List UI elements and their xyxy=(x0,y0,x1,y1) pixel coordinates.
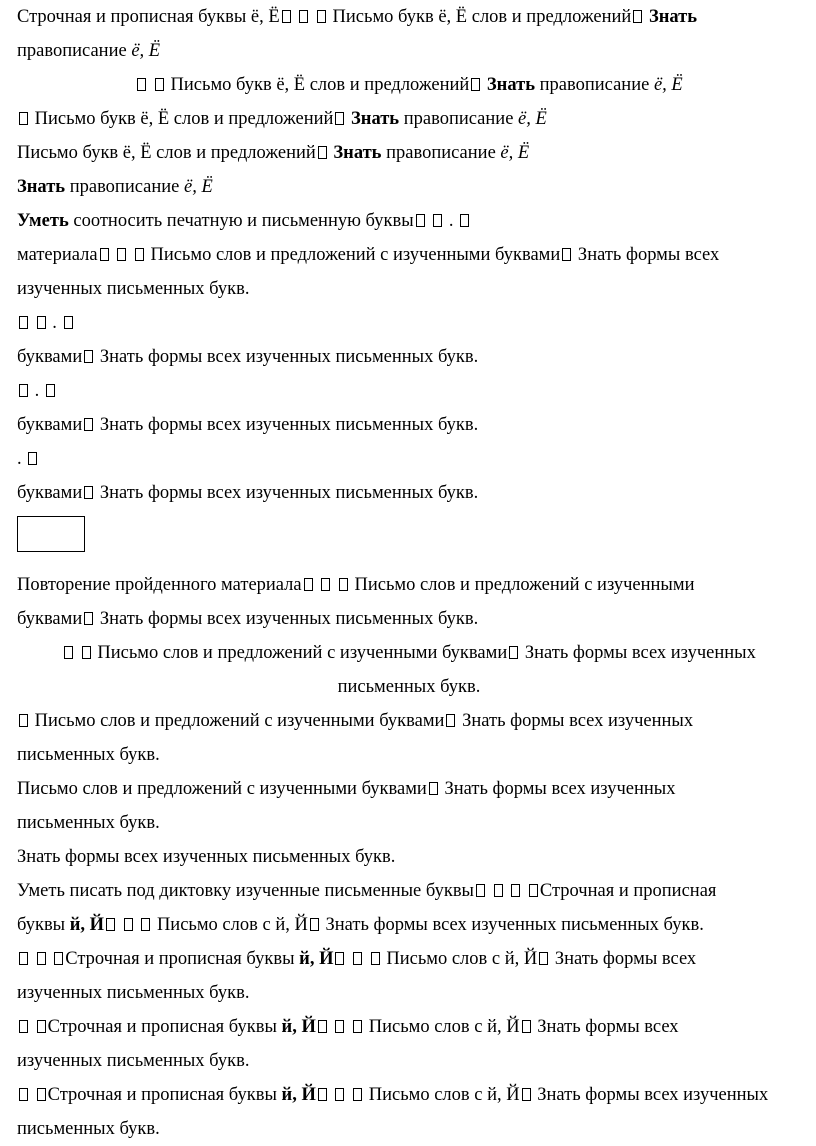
missing-glyph-icon xyxy=(37,952,46,965)
text-line xyxy=(17,374,801,408)
text-run: буквами xyxy=(17,347,83,367)
missing-glyph-icon xyxy=(416,214,425,227)
missing-glyph-icon xyxy=(19,384,28,397)
text-line xyxy=(17,136,801,170)
text-run: й, Й xyxy=(281,1085,316,1105)
text-line xyxy=(17,34,801,68)
text-run: Знать xyxy=(17,177,66,197)
missing-glyph-icon xyxy=(318,1020,327,1033)
text-run: Письмо слов с й, Й xyxy=(156,915,308,935)
missing-glyph-icon xyxy=(64,646,73,659)
text-line: письменных букв. xyxy=(17,745,160,765)
text-run: Письмо букв ё, Ё слов и предложений xyxy=(332,7,632,27)
missing-glyph-icon xyxy=(318,1088,327,1101)
missing-glyph-icon xyxy=(37,1088,46,1101)
text-run: . xyxy=(52,313,57,333)
text-line xyxy=(17,942,801,976)
text-line: письменных букв. xyxy=(17,1119,160,1139)
text-run: правописание xyxy=(65,177,185,197)
text-run: Знать xyxy=(351,109,400,129)
text-line xyxy=(17,170,801,204)
missing-glyph-icon xyxy=(562,248,571,261)
missing-glyph-icon xyxy=(429,782,438,795)
text-line xyxy=(17,340,801,374)
missing-glyph-icon xyxy=(19,112,28,125)
missing-glyph-icon xyxy=(19,316,28,329)
text-run: Знать формы всех изученных письменных букв. xyxy=(320,915,704,935)
text-run: Строчная и прописная буквы xyxy=(47,1085,282,1105)
text-run: Знать формы всех xyxy=(550,949,697,969)
text-run: . xyxy=(448,211,454,231)
text-run: Строчная и прописная буквы ё, Ё xyxy=(17,7,280,27)
text-run: правописание xyxy=(399,109,519,129)
text-run: ё, Ё xyxy=(131,41,161,61)
text-run: правописание xyxy=(381,143,501,163)
text-run: Знать формы всех изученных письменных букв. xyxy=(95,415,479,435)
text-line: письменных букв. xyxy=(17,813,160,833)
text-line xyxy=(17,704,801,738)
text-run: Уметь xyxy=(17,211,69,231)
missing-glyph-icon xyxy=(82,646,91,659)
text-run: Письмо слов и предложений с изученными буквами xyxy=(97,643,508,663)
missing-glyph-icon xyxy=(106,918,115,931)
missing-glyph-icon xyxy=(84,612,93,625)
text-run: Знать формы всех изученных xyxy=(439,779,676,799)
missing-glyph-icon xyxy=(511,884,520,897)
missing-glyph-icon xyxy=(353,1088,362,1101)
text-run: Знать формы всех изученных xyxy=(520,643,756,663)
missing-glyph-icon xyxy=(522,1020,531,1033)
missing-glyph-icon xyxy=(37,316,46,329)
text-line xyxy=(17,68,801,102)
text-line: изученных письменных букв. xyxy=(17,1051,250,1071)
text-run: Письмо слов с й, Й xyxy=(386,949,538,969)
text-run: Знать формы всех изученных письменных букв. xyxy=(95,347,479,367)
missing-glyph-icon xyxy=(318,146,327,159)
text-run: буквами xyxy=(17,483,83,503)
text-run: правописание xyxy=(535,75,654,95)
missing-glyph-icon xyxy=(339,578,348,591)
text-line xyxy=(17,408,801,442)
missing-glyph-icon xyxy=(633,10,642,23)
missing-glyph-icon xyxy=(529,884,538,897)
missing-glyph-icon xyxy=(124,918,133,931)
text-run: Знать формы всех изученных xyxy=(457,711,694,731)
text-run: Письмо слов и предложений с изученными буквами xyxy=(150,245,561,265)
text-line: изученных письменных букв. xyxy=(17,983,250,1003)
missing-glyph-icon xyxy=(19,1020,28,1033)
text-line: изученных письменных букв. xyxy=(17,279,250,299)
text-run: й, Й xyxy=(281,1017,316,1037)
missing-glyph-icon xyxy=(84,418,93,431)
text-run: Уметь писать под диктовку изученные письменные буквы xyxy=(17,881,474,901)
missing-glyph-icon xyxy=(46,384,55,397)
text-line xyxy=(17,238,801,272)
missing-glyph-icon xyxy=(476,884,485,897)
missing-glyph-icon xyxy=(353,952,362,965)
missing-glyph-icon xyxy=(155,78,164,91)
text-line xyxy=(17,442,801,476)
text-line xyxy=(17,602,801,636)
text-run: Письмо букв ё, Ё слов и предложений xyxy=(34,109,334,129)
text-run: ё, Ё xyxy=(653,75,683,95)
text-run: материала xyxy=(17,245,98,265)
text-run: соотносить печатную и письменную буквы xyxy=(68,211,414,231)
text-run: Строчная и прописная xyxy=(539,881,717,901)
text-line xyxy=(17,874,801,908)
missing-glyph-icon xyxy=(19,1088,28,1101)
text-run: буквами xyxy=(17,609,83,629)
missing-glyph-icon xyxy=(446,714,455,727)
text-run: Знать xyxy=(486,75,535,95)
text-run: Письмо слов и предложений с изученными xyxy=(354,575,695,595)
text-line: письменных букв. xyxy=(337,677,481,697)
document-body xyxy=(17,0,801,1146)
missing-glyph-icon xyxy=(321,578,330,591)
missing-glyph-icon xyxy=(539,952,548,965)
text-line xyxy=(17,0,801,34)
missing-glyph-icon xyxy=(304,578,313,591)
text-run: . xyxy=(34,381,40,401)
text-line xyxy=(17,476,801,510)
missing-glyph-icon xyxy=(335,1088,344,1101)
text-run: Письмо слов с й, Й xyxy=(368,1085,520,1105)
text-run: Повторение пройденного материала xyxy=(17,575,302,595)
text-run: правописание xyxy=(17,41,132,61)
text-run: Знать xyxy=(648,7,698,27)
missing-glyph-icon xyxy=(84,350,93,363)
text-run: Знать формы всех изученных xyxy=(532,1085,769,1105)
missing-glyph-icon xyxy=(471,78,480,91)
empty-frame-box xyxy=(17,516,85,552)
text-run: Знать формы всех xyxy=(532,1017,679,1037)
text-run: Знать формы всех xyxy=(573,245,720,265)
text-run: Письмо слов и предложений с изученными буквами xyxy=(17,779,427,799)
missing-glyph-icon xyxy=(494,884,503,897)
text-line xyxy=(17,1010,801,1044)
missing-glyph-icon xyxy=(299,10,308,23)
missing-glyph-icon xyxy=(137,78,146,91)
missing-glyph-icon xyxy=(317,10,326,23)
text-line xyxy=(17,636,801,670)
text-line xyxy=(17,1078,801,1112)
missing-glyph-icon xyxy=(37,1020,46,1033)
missing-glyph-icon xyxy=(310,918,319,931)
missing-glyph-icon xyxy=(28,452,37,465)
text-line xyxy=(17,102,801,136)
text-line xyxy=(17,306,801,340)
missing-glyph-icon xyxy=(117,248,126,261)
missing-glyph-icon xyxy=(371,952,380,965)
missing-glyph-icon xyxy=(509,646,518,659)
missing-glyph-icon xyxy=(335,1020,344,1033)
text-run: ё, Ё xyxy=(518,109,547,129)
text-run: Письмо слов с й, Й xyxy=(368,1017,520,1037)
text-run: й, Й xyxy=(299,949,334,969)
text-run: Знать xyxy=(333,143,382,163)
text-line: Знать формы всех изученных письменных букв. xyxy=(17,847,396,867)
text-run: Строчная и прописная буквы xyxy=(65,949,300,969)
text-run: Письмо букв ё, Ё слов и предложений xyxy=(17,143,316,163)
text-run: Знать формы всех изученных письменных букв. xyxy=(95,483,479,503)
missing-glyph-icon xyxy=(460,214,469,227)
missing-glyph-icon xyxy=(54,952,63,965)
missing-glyph-icon xyxy=(282,10,291,23)
text-run: буквы xyxy=(17,915,70,935)
missing-glyph-icon xyxy=(19,714,28,727)
missing-glyph-icon xyxy=(64,316,73,329)
missing-glyph-icon xyxy=(84,486,93,499)
missing-glyph-icon xyxy=(100,248,109,261)
missing-glyph-icon xyxy=(19,952,28,965)
text-run: ё, Ё xyxy=(184,177,213,197)
missing-glyph-icon xyxy=(135,248,144,261)
text-run: Письмо букв ё, Ё слов и предложений xyxy=(170,75,470,95)
text-run: Письмо слов и предложений с изученными буквами xyxy=(34,711,445,731)
text-run: Строчная и прописная буквы xyxy=(47,1017,282,1037)
missing-glyph-icon xyxy=(353,1020,362,1033)
missing-glyph-icon xyxy=(522,1088,531,1101)
missing-glyph-icon xyxy=(335,952,344,965)
text-line xyxy=(17,772,801,806)
text-run: Знать формы всех изученных письменных букв. xyxy=(95,609,479,629)
text-run: ё, Ё xyxy=(500,143,530,163)
text-line xyxy=(17,568,801,602)
missing-glyph-icon xyxy=(433,214,442,227)
text-line xyxy=(17,204,801,238)
text-run: буквами xyxy=(17,415,83,435)
missing-glyph-icon xyxy=(335,112,344,125)
text-line xyxy=(17,908,801,942)
text-run: й, Й xyxy=(69,915,105,935)
missing-glyph-icon xyxy=(141,918,150,931)
text-run: . xyxy=(17,449,22,469)
